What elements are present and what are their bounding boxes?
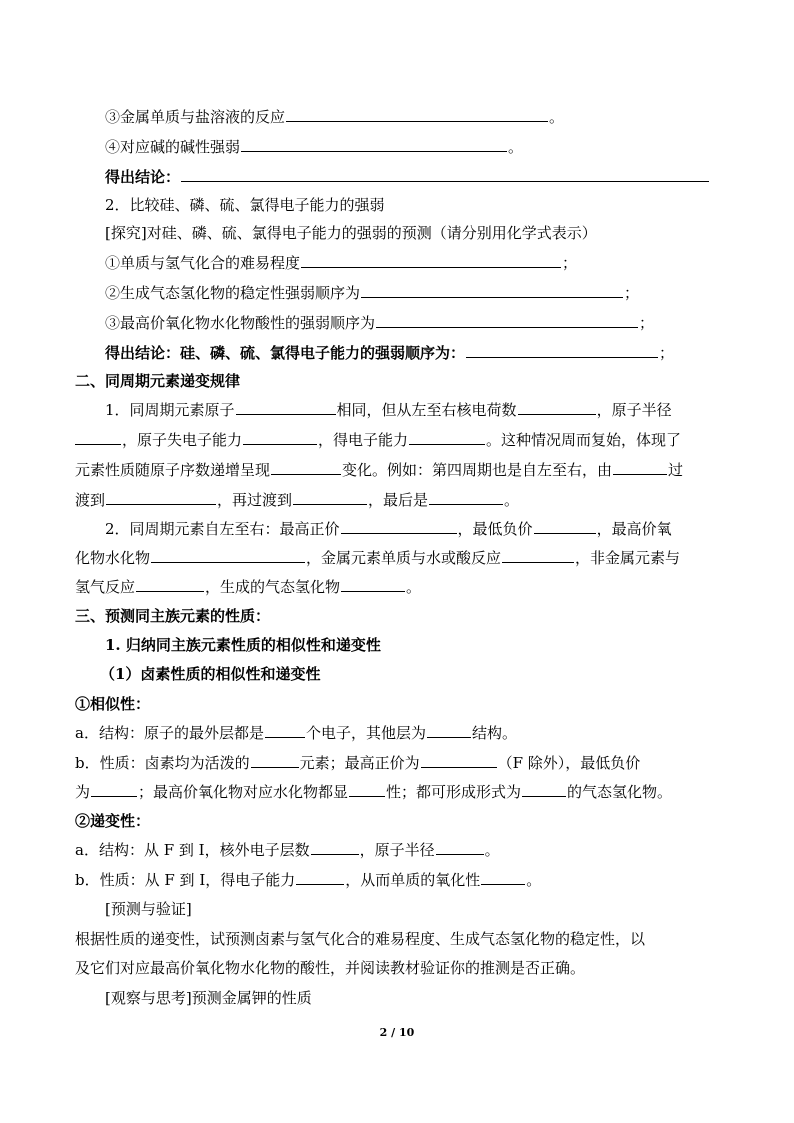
paragraph-predict-line-1: 根据性质的递变性，试预测卤素与氢气化合的难易程度、生成气态氢化物的稳定性，以 <box>75 930 646 948</box>
line-predict-verify: [预测与验证] <box>105 900 192 918</box>
paragraph-predict-line-2: 及它们对应最高价氧化物水化物的酸性，并阅读教材验证你的推测是否正确。 <box>75 959 586 977</box>
answer-blank[interactable] <box>613 457 667 475</box>
answer-blank[interactable] <box>75 427 121 445</box>
answer-blank[interactable] <box>296 867 344 885</box>
line-gradation-property: b．性质：从 F 到 I，得电子能力 ，从而单质的氧化性 。 <box>0 865 794 895</box>
answer-blank[interactable] <box>481 867 525 885</box>
line-hydrogen-combination: ①单质与氢气化合的难易程度 ； <box>0 248 794 278</box>
line-section-compare-nonmetals: 2．比较硅、磷、硫、氯得电子能力的强弱 <box>105 196 385 214</box>
answer-blank[interactable] <box>436 837 484 855</box>
line-metal-salt-reaction: ③金属单质与盐溶液的反应 。 <box>0 102 794 132</box>
line-period-rule-3: 元素性质随原子序数递增呈现 变化。例如：第四周期也是自左至右，由 过 <box>0 455 794 485</box>
answer-blank[interactable] <box>136 574 204 592</box>
line-conclusion-1: 得出结论： <box>0 162 794 192</box>
answer-blank[interactable] <box>251 750 299 768</box>
answer-blank[interactable] <box>265 720 305 738</box>
answer-blank[interactable] <box>361 280 623 298</box>
answer-blank[interactable] <box>522 779 566 797</box>
line-explore-prediction: [探究]对硅、磷、硫、氯得电子能力的强弱的预测（请分别用化学式表示） <box>105 224 597 242</box>
answer-blank[interactable] <box>293 487 367 505</box>
answer-blank[interactable] <box>311 837 359 855</box>
section-heading-periodic-trend: 二、同周期元素递变规律 <box>75 372 241 390</box>
line-period-rule-4: 渡到 ，再过渡到 ，最后是 。 <box>0 485 794 515</box>
answer-blank[interactable] <box>271 457 341 475</box>
answer-blank[interactable] <box>151 545 305 563</box>
subheading-halogen: （1）卤素性质的相似性和递变性 <box>100 665 321 683</box>
line-acid-strength: ③最高价氧化物水化物酸性的强弱顺序为 ； <box>0 308 794 338</box>
answer-blank[interactable] <box>349 779 385 797</box>
subheading-similarity: ①相似性： <box>75 695 151 713</box>
answer-blank[interactable] <box>236 397 336 415</box>
line-period-rule-2: ，原子失电子能力 ，得电子能力 。这种情况周而复始，体现了 <box>0 425 794 455</box>
answer-blank[interactable] <box>421 750 497 768</box>
answer-blank[interactable] <box>534 516 596 534</box>
answer-blank[interactable] <box>466 340 658 358</box>
answer-blank[interactable] <box>243 427 317 445</box>
answer-blank[interactable] <box>502 545 574 563</box>
answer-blank[interactable] <box>91 779 137 797</box>
answer-blank[interactable] <box>429 487 503 505</box>
subheading-gradation: ②递变性： <box>75 812 151 830</box>
subheading-group-similarity: 1. 归纳同主族元素性质的相似性和递变性 <box>105 636 381 654</box>
line-similarity-property: b．性质：卤素均为活泼的 元素；最高正价为 （F 除外），最低负价 <box>0 748 794 778</box>
answer-blank[interactable] <box>427 720 471 738</box>
line-hydride-stability: ②生成气态氢化物的稳定性强弱顺序为 ； <box>0 278 794 308</box>
answer-blank[interactable] <box>341 574 405 592</box>
answer-blank[interactable] <box>106 487 216 505</box>
answer-blank[interactable] <box>286 104 548 122</box>
line-period-rule-6: 化物水化物 ，金属元素单质与水或酸反应 ，非金属元素与 <box>0 543 794 573</box>
line-gradation-structure: a．结构：从 F 到 I，核外电子层数 ，原子半径 。 <box>0 835 794 865</box>
line-period-rule-7: 氢气反应 ，生成的气态氢化物 。 <box>0 572 794 602</box>
line-base-strength: ④对应碱的碱性强弱 。 <box>0 132 794 162</box>
line-similarity-property-2: 为 ；最高价氧化物对应水化物都显 性；都可形成形式为 的气态氢化物。 <box>0 777 794 807</box>
line-conclusion-2: 得出结论：硅、磷、硫、氯得电子能力的强弱顺序为： ； <box>0 338 794 368</box>
answer-blank[interactable] <box>518 397 596 415</box>
answer-blank[interactable] <box>376 310 638 328</box>
answer-blank[interactable] <box>181 164 709 182</box>
answer-blank[interactable] <box>301 250 561 268</box>
section-heading-group-prediction: 三、预测同主族元素的性质： <box>75 607 271 625</box>
answer-blank[interactable] <box>341 516 457 534</box>
answer-blank[interactable] <box>409 427 485 445</box>
line-period-rule-1: 1．同周期元素原子 相同，但从左至右核电荷数 ，原子半径 <box>0 395 794 425</box>
line-observe-think: [观察与思考]预测金属钾的性质 <box>105 989 312 1007</box>
answer-blank[interactable] <box>241 134 507 152</box>
page-number: 2 / 10 <box>379 1026 415 1039</box>
line-similarity-structure: a．结构：原子的最外层都是 个电子，其他层为 结构。 <box>0 718 794 748</box>
line-period-rule-5: 2．同周期元素自左至右：最高正价 ，最低负价 ，最高价氧 <box>0 514 794 544</box>
